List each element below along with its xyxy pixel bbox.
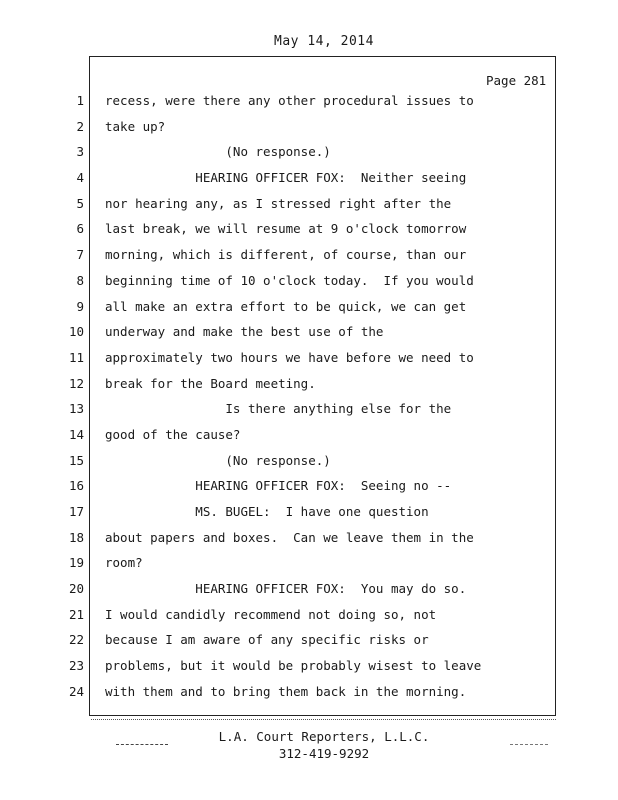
transcript-line: with them and to bring them back in the morning. [105, 683, 467, 699]
line-number: 6 [76, 221, 84, 237]
line-number: 1 [76, 93, 84, 108]
transcript-line: Is there anything else for the [105, 401, 452, 417]
transcript-line: all make an extra effort to be quick, we can get [105, 298, 467, 314]
line-number: 3 [76, 144, 84, 160]
transcript-line: room? [105, 555, 143, 571]
transcript-line: break for the Board meeting. [105, 375, 316, 391]
line-number: 20 [68, 581, 84, 597]
footer-right-rule [510, 744, 548, 745]
header-date: May 14, 2014 [274, 34, 374, 49]
line-number-column [60, 92, 84, 709]
transcript-line: HEARING OFFICER FOX: Neither seeing [105, 170, 467, 186]
transcript-line: take up? [105, 118, 166, 134]
transcript-text [105, 92, 545, 709]
line-number: 23 [68, 658, 84, 674]
page-number: Page 281 [486, 73, 547, 88]
transcript-line: underway and make the best use of the [105, 324, 384, 340]
footer-company: L.A. Court Reporters, L.L.C. [218, 729, 430, 744]
line-number: 22 [68, 632, 84, 648]
footer [0, 728, 618, 762]
line-number: 24 [68, 683, 84, 699]
footer-left-rule [116, 744, 168, 745]
transcript-line: nor hearing any, as I stressed right after the [105, 195, 452, 211]
line-number: 4 [76, 170, 84, 186]
transcript-line: beginning time of 10 o'clock today. If you would [105, 272, 474, 288]
line-number: 21 [68, 606, 84, 622]
transcript-line: because I am aware of any specific risks or [105, 632, 429, 648]
line-number: 2 [76, 118, 84, 134]
transcript-line: about papers and boxes. Can we leave them in the [105, 529, 474, 545]
transcript-line: HEARING OFFICER FOX: You may do so. [105, 581, 467, 597]
line-number: 11 [68, 349, 84, 365]
line-number: 10 [68, 324, 84, 340]
transcript-line: recess, were there any other procedural issues to [105, 93, 474, 108]
transcript-line: I would candidly recommend not doing so, not [105, 606, 437, 622]
line-number: 8 [76, 272, 84, 288]
line-number: 5 [76, 195, 84, 211]
line-number: 9 [76, 298, 84, 314]
line-number: 13 [68, 401, 84, 417]
line-number: 18 [68, 529, 84, 545]
transcript-line: HEARING OFFICER FOX: Seeing no -- [105, 478, 452, 494]
transcript-line: approximately two hours we have before we need to [105, 349, 474, 365]
bottom-rule-divider [91, 719, 556, 720]
footer-phone: 312-419-9292 [278, 746, 370, 761]
line-number: 15 [68, 452, 84, 468]
line-number: 19 [68, 555, 84, 571]
transcript-line: morning, which is different, of course, than our [105, 247, 467, 263]
line-number: 16 [68, 478, 84, 494]
line-number: 17 [68, 504, 84, 519]
transcript-line: (No response.) [105, 144, 331, 160]
line-number: 14 [68, 426, 84, 442]
transcript-line: problems, but it would be probably wisest to leave [105, 658, 482, 674]
transcript-line: last break, we will resume at 9 o'clock tomorrow [105, 221, 467, 237]
line-number: 12 [68, 375, 84, 391]
transcript-line: good of the cause? [105, 426, 241, 442]
transcript-line: MS. BUGEL: I have one question [105, 504, 429, 519]
line-number: 7 [76, 247, 84, 263]
transcript-line: (No response.) [105, 452, 331, 468]
